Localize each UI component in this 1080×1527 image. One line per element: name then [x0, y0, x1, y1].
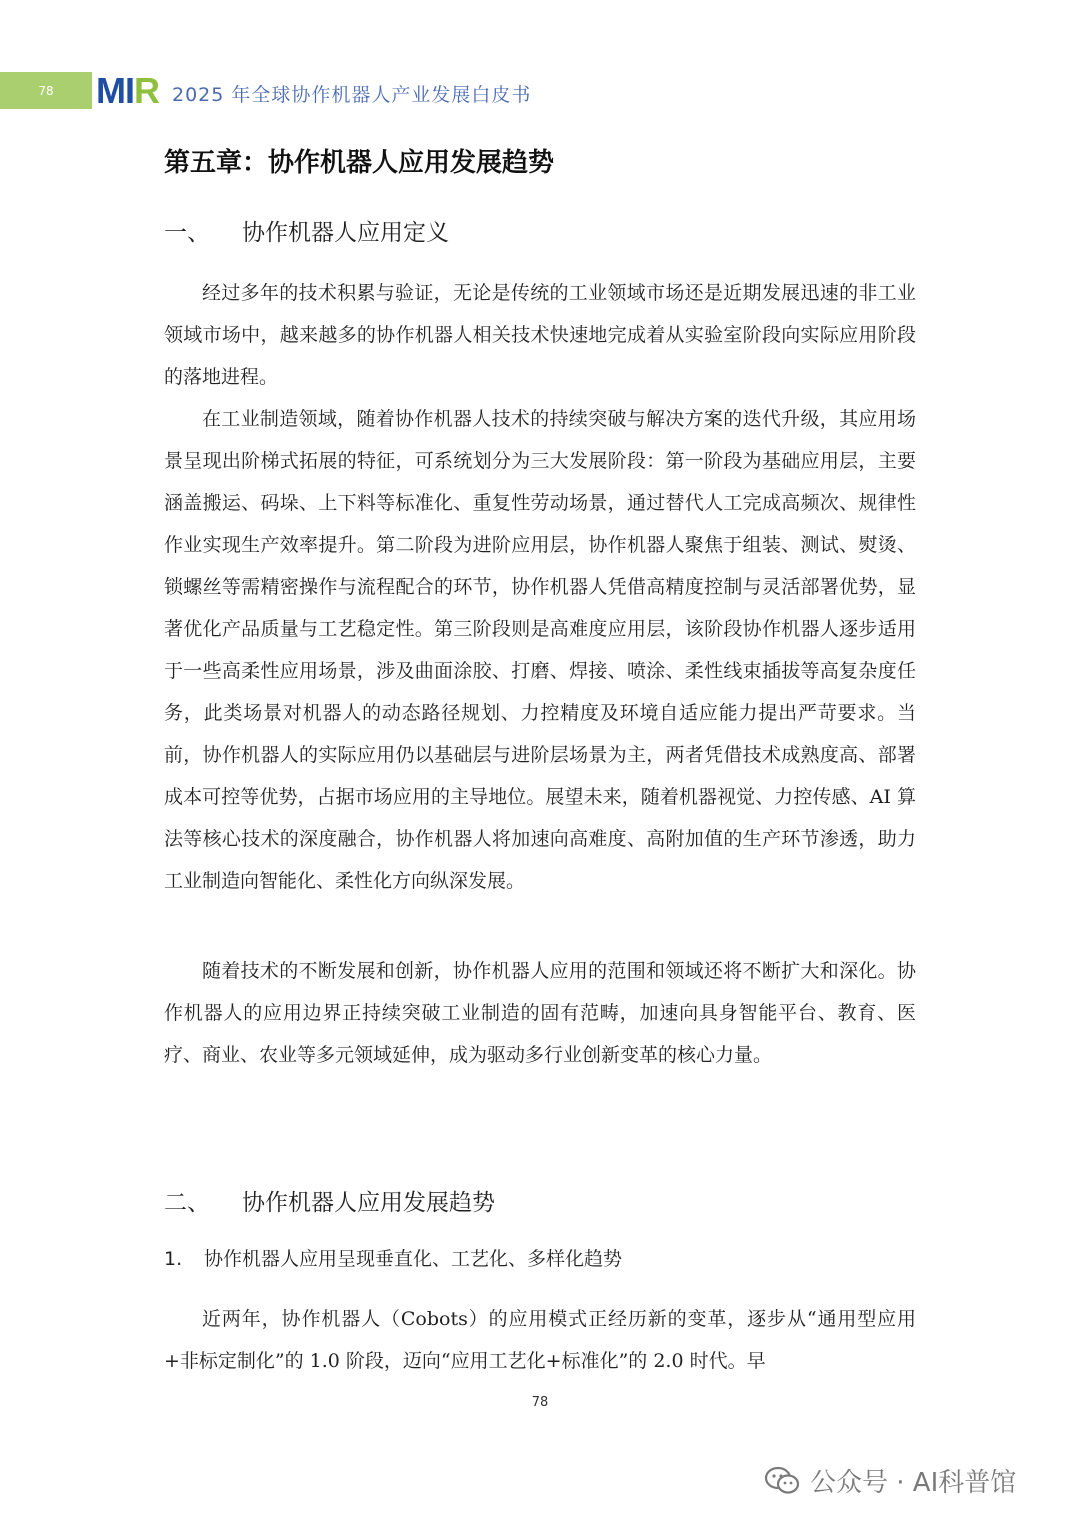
watermark-text: 公众号 · AI科普馆 [810, 1468, 1017, 1498]
header-title: 2025 年全球协作机器人产业发展白皮书 [172, 84, 532, 106]
logo-accent: R [134, 70, 159, 111]
page-number: 78 [531, 1395, 549, 1410]
subsection-1-title: 协作机器人应用呈现垂直化、工艺化、多样化趋势 [204, 1248, 623, 1270]
section-2-number: 二、 [164, 1190, 210, 1216]
wechat-icon [764, 1466, 800, 1496]
page-tab: 78 [0, 72, 92, 109]
mir-logo [96, 70, 159, 112]
section-2-title: 协作机器人应用发展趋势 [242, 1190, 495, 1216]
subsection-1-heading [164, 1244, 622, 1271]
section-1-title: 协作机器人应用定义 [242, 220, 449, 246]
logo-main: MI [96, 70, 134, 111]
paragraph-3: 随着技术的不断发展和创新，协作机器人应用的范围和领域还将不断扩大和深化。协作机器人的应用边界正持续突破工业制造的固有范畴，加速向具身智能平台、教育、医疗、商业、农业等多元领域延伸，成为驱动多行业创新变革的核心力量。 [164, 960, 916, 1066]
chapter-title: 第五章：协作机器人应用发展趋势 [164, 148, 555, 178]
paragraph-2: 在工业制造领域，随着协作机器人技术的持续突破与解决方案的迭代升级，其应用场景呈现出阶梯式拓展的特征，可系统划分为三大发展阶段：第一阶段为基础应用层，主要涵盖搬运、码垛、上下料等标准化、重复性劳动场景，通过替代人工完成高频次、规律性作业实现生产效率提升。第二阶段为进阶应用层，协作机器人聚焦于组装、测试、熨烫、锁螺丝等需精密操作与流程配合的环节，协作机器人凭借高精度控制与灵活部署优势，显著优化产品质量与工艺稳定性。第三阶段则是高难度应用层，该阶段协作机器人逐步适用于一些高柔性应用场景，涉及曲面涂胶、打磨、焊接、喷涂、柔性线束插拔等高复杂度任务，此类场景对机器人的动态路径规划、力控精度及环境自适应能力提出严苛要求。当前，协作机器人的实际应用仍以基础层与进阶层场景为主，两者凭借技术成熟度高、部署成本可控等优势，占据市场应用的主导地位。展望未来，随着机器视觉、力控传感、AI 算法等核心技术的深度融合，协作机器人将加速向高难度、高附加值的生产环节渗透，助力工业制造向智能化、柔性化方向纵深发展。 [164, 408, 916, 892]
paragraph-4: 近两年，协作机器人（Cobots）的应用模式正经历新的变革，逐步从“通用型应用+非标定制化”的 1.0 阶段，迈向“应用工艺化+标准化”的 2.0 时代。早 [164, 1308, 916, 1372]
section-2-heading [164, 1184, 495, 1217]
section-1-number: 一、 [164, 220, 210, 246]
paragraph-1: 经过多年的技术积累与验证，无论是传统的工业领域市场还是近期发展迅速的非工业领域市场中，越来越多的协作机器人相关技术快速地完成着从实验室阶段向实际应用阶段的落地进程。 [164, 282, 916, 388]
section-1-heading [164, 214, 449, 247]
watermark [764, 1462, 1016, 1499]
subsection-1-number: 1. [164, 1248, 183, 1270]
